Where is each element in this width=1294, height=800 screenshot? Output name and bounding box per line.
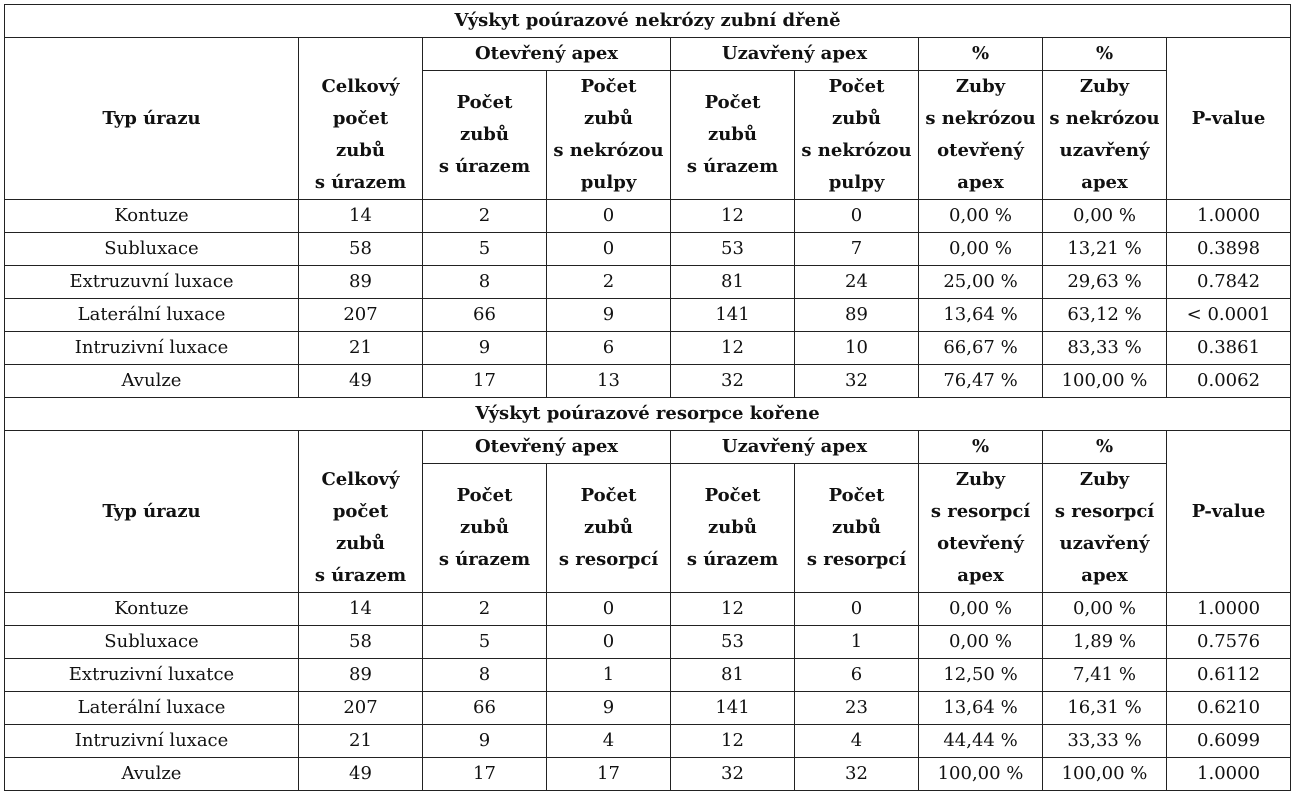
cell-value: 17: [547, 758, 671, 791]
cell-value: 58: [299, 233, 423, 266]
cell-value: 0.7842: [1167, 266, 1291, 299]
header-row-groups: [5, 38, 1291, 71]
cell-value: 0: [547, 200, 671, 233]
cell-value: 2: [547, 266, 671, 299]
header-line: zubů: [584, 108, 633, 129]
header-stack: [673, 480, 792, 576]
header-stack: [549, 480, 668, 576]
table-title-row: [5, 398, 1291, 431]
cell-value: < 0.0001: [1167, 299, 1291, 332]
cell-value: 1: [795, 626, 919, 659]
cell-value: 53: [671, 233, 795, 266]
table-body: [5, 5, 1291, 791]
header-line: zubů: [832, 517, 881, 538]
header-pvalue: P-value: [1167, 431, 1291, 593]
header-open-event: [547, 71, 671, 200]
cell-value: 0,00 %: [919, 200, 1043, 233]
cell-value: 0,00 %: [919, 233, 1043, 266]
header-pct-closed: %: [1043, 431, 1167, 464]
cell-value: 0: [795, 593, 919, 626]
cell-value: 9: [547, 692, 671, 725]
cell-value: 33,33 %: [1043, 725, 1167, 758]
header-line: Počet: [828, 485, 885, 506]
cell-value: 0.0062: [1167, 365, 1291, 398]
header-line: zubů: [336, 532, 385, 554]
header-line: pulpy: [828, 172, 885, 193]
header-line: s úrazem: [438, 549, 531, 570]
header-pct-open: [919, 464, 1043, 593]
header-line: Zuby: [955, 76, 1006, 97]
header-stack: [301, 464, 420, 592]
row-label: Intruzivní luxace: [5, 725, 299, 758]
cell-value: 89: [299, 659, 423, 692]
header-line: zubů: [584, 517, 633, 538]
cell-value: 1,89 %: [1043, 626, 1167, 659]
header-line: Celkový: [321, 75, 400, 97]
header-stack: [549, 71, 668, 199]
header-line: s úrazem: [686, 156, 779, 177]
row-label: Kontuze: [5, 593, 299, 626]
cell-value: 17: [423, 758, 547, 791]
cell-value: 12: [671, 593, 795, 626]
cell-value: 4: [795, 725, 919, 758]
cell-value: 81: [671, 266, 795, 299]
cell-value: 7: [795, 233, 919, 266]
header-stack: [1045, 71, 1164, 199]
header-line: Počet: [828, 76, 885, 97]
header-pct-open: %: [919, 431, 1043, 464]
header-pct-open: [919, 71, 1043, 200]
cell-value: 1.0000: [1167, 593, 1291, 626]
cell-value: 32: [671, 758, 795, 791]
cell-value: 16,31 %: [1043, 692, 1167, 725]
row-label: Extruzuvní luxace: [5, 266, 299, 299]
header-pct-closed: [1043, 464, 1167, 593]
header-line: Celkový: [321, 468, 400, 490]
cell-value: 7,41 %: [1043, 659, 1167, 692]
cell-value: 29,63 %: [1043, 266, 1167, 299]
cell-value: 5: [423, 233, 547, 266]
table-row: [5, 626, 1291, 659]
header-line: otevřený: [937, 533, 1024, 554]
cell-value: 0,00 %: [919, 593, 1043, 626]
cell-value: 12,50 %: [919, 659, 1043, 692]
cell-value: 89: [795, 299, 919, 332]
header-line: s nekrózou: [925, 108, 1036, 129]
cell-value: 49: [299, 365, 423, 398]
header-stack: [797, 480, 916, 576]
cell-value: 63,12 %: [1043, 299, 1167, 332]
header-closed-event: [795, 71, 919, 200]
cell-value: 207: [299, 692, 423, 725]
cell-value: 0,00 %: [919, 626, 1043, 659]
header-line: uzavřený: [1059, 140, 1150, 161]
row-label: Laterální luxace: [5, 692, 299, 725]
header-celkovy: [299, 431, 423, 593]
header-open-group: Otevřený apex: [423, 38, 671, 71]
cell-value: 44,44 %: [919, 725, 1043, 758]
cell-value: 32: [795, 365, 919, 398]
cell-value: 14: [299, 593, 423, 626]
cell-value: 81: [671, 659, 795, 692]
cell-value: 8: [423, 266, 547, 299]
header-line: zubů: [460, 124, 509, 145]
table-row: [5, 692, 1291, 725]
header-line: s resorpcí: [558, 549, 659, 570]
header-line: počet: [332, 500, 389, 522]
header-line: apex: [957, 172, 1004, 193]
cell-value: 66: [423, 299, 547, 332]
cell-value: 207: [299, 299, 423, 332]
header-line: zubů: [832, 108, 881, 129]
header-line: Počet: [456, 92, 513, 113]
header-closed-total: [671, 464, 795, 593]
row-label: Avulze: [5, 365, 299, 398]
header-line: Počet: [580, 76, 637, 97]
table-title-row: [5, 5, 1291, 38]
header-line: s nekrózou: [553, 140, 664, 161]
cell-value: 13,64 %: [919, 692, 1043, 725]
row-label: Avulze: [5, 758, 299, 791]
cell-value: 6: [547, 332, 671, 365]
header-line: Počet: [704, 485, 761, 506]
header-pvalue: P-value: [1167, 38, 1291, 200]
header-line: zubů: [460, 517, 509, 538]
header-line: s resorpcí: [1054, 501, 1155, 522]
cell-value: 0: [547, 593, 671, 626]
cell-value: 66,67 %: [919, 332, 1043, 365]
cell-value: 6: [795, 659, 919, 692]
table-title: Výskyt poúrazové nekrózy zubní dřeně: [5, 5, 1291, 38]
cell-value: 1.0000: [1167, 758, 1291, 791]
cell-value: 2: [423, 593, 547, 626]
header-stack: [301, 71, 420, 199]
header-open-group: Otevřený apex: [423, 431, 671, 464]
header-line: Počet: [580, 485, 637, 506]
header-line: s úrazem: [314, 564, 407, 586]
cell-value: 4: [547, 725, 671, 758]
cell-value: 17: [423, 365, 547, 398]
table-row: [5, 659, 1291, 692]
cell-value: 9: [423, 332, 547, 365]
header-line: Zuby: [1079, 469, 1130, 490]
row-label: Extruzivní luxatce: [5, 659, 299, 692]
cell-value: 0.6210: [1167, 692, 1291, 725]
header-open-event: [547, 464, 671, 593]
cell-value: 9: [547, 299, 671, 332]
header-line: s nekrózou: [801, 140, 912, 161]
cell-value: 66: [423, 692, 547, 725]
table-row: [5, 593, 1291, 626]
header-line: Počet: [704, 92, 761, 113]
cell-value: 1: [547, 659, 671, 692]
header-typ: Typ úrazu: [5, 38, 299, 200]
cell-value: 21: [299, 332, 423, 365]
header-stack: [921, 71, 1040, 199]
cell-value: 53: [671, 626, 795, 659]
cell-value: 83,33 %: [1043, 332, 1167, 365]
cell-value: 5: [423, 626, 547, 659]
cell-value: 14: [299, 200, 423, 233]
cell-value: 12: [671, 200, 795, 233]
header-row-groups: [5, 431, 1291, 464]
header-line: zubů: [336, 139, 385, 161]
cell-value: 100,00 %: [919, 758, 1043, 791]
header-line: zubů: [708, 124, 757, 145]
table-title: Výskyt poúrazové resorpce kořene: [5, 398, 1291, 431]
header-stack: [1045, 464, 1164, 592]
header-pct-open: %: [919, 38, 1043, 71]
table-row: [5, 365, 1291, 398]
cell-value: 100,00 %: [1043, 758, 1167, 791]
header-closed-event: [795, 464, 919, 593]
cell-value: 13,21 %: [1043, 233, 1167, 266]
data-table: [4, 4, 1291, 791]
cell-value: 12: [671, 725, 795, 758]
header-stack: [797, 71, 916, 199]
cell-value: 0.3861: [1167, 332, 1291, 365]
header-line: s nekrózou: [1049, 108, 1160, 129]
cell-value: 8: [423, 659, 547, 692]
cell-value: 0.6112: [1167, 659, 1291, 692]
header-line: Zuby: [1079, 76, 1130, 97]
table-row: [5, 758, 1291, 791]
row-label: Intruzivní luxace: [5, 332, 299, 365]
header-closed-group: Uzavřený apex: [671, 431, 919, 464]
header-stack: [921, 464, 1040, 592]
header-pct-closed: [1043, 71, 1167, 200]
header-stack: [425, 480, 544, 576]
cell-value: 0,00 %: [1043, 200, 1167, 233]
header-line: s úrazem: [438, 156, 531, 177]
row-label: Subluxace: [5, 626, 299, 659]
header-line: pulpy: [580, 172, 637, 193]
header-line: s úrazem: [686, 549, 779, 570]
header-line: zubů: [708, 517, 757, 538]
row-label: Laterální luxace: [5, 299, 299, 332]
table-row: [5, 233, 1291, 266]
table-row: [5, 725, 1291, 758]
table-row: [5, 299, 1291, 332]
cell-value: 89: [299, 266, 423, 299]
header-line: uzavřený: [1059, 533, 1150, 554]
cell-value: 25,00 %: [919, 266, 1043, 299]
cell-value: 24: [795, 266, 919, 299]
cell-value: 2: [423, 200, 547, 233]
cell-value: 100,00 %: [1043, 365, 1167, 398]
header-line: Zuby: [955, 469, 1006, 490]
cell-value: 32: [795, 758, 919, 791]
header-line: počet: [332, 107, 389, 129]
cell-value: 76,47 %: [919, 365, 1043, 398]
header-stack: [425, 87, 544, 183]
row-label: Subluxace: [5, 233, 299, 266]
cell-value: 141: [671, 299, 795, 332]
cell-value: 141: [671, 692, 795, 725]
header-open-total: [423, 464, 547, 593]
table-row: [5, 332, 1291, 365]
header-closed-group: Uzavřený apex: [671, 38, 919, 71]
cell-value: 0.3898: [1167, 233, 1291, 266]
header-celkovy: [299, 38, 423, 200]
cell-value: 12: [671, 332, 795, 365]
cell-value: 9: [423, 725, 547, 758]
cell-value: 0: [547, 233, 671, 266]
table-row: [5, 200, 1291, 233]
cell-value: 58: [299, 626, 423, 659]
header-line: otevřený: [937, 140, 1024, 161]
cell-value: 13,64 %: [919, 299, 1043, 332]
cell-value: 0.6099: [1167, 725, 1291, 758]
header-pct-closed: %: [1043, 38, 1167, 71]
header-line: apex: [957, 565, 1004, 586]
cell-value: 23: [795, 692, 919, 725]
header-closed-total: [671, 71, 795, 200]
header-stack: [673, 87, 792, 183]
table-row: [5, 266, 1291, 299]
cell-value: 32: [671, 365, 795, 398]
cell-value: 0.7576: [1167, 626, 1291, 659]
cell-value: 21: [299, 725, 423, 758]
cell-value: 10: [795, 332, 919, 365]
cell-value: 0: [547, 626, 671, 659]
header-line: s resorpcí: [806, 549, 907, 570]
document: [4, 4, 1290, 791]
row-label: Kontuze: [5, 200, 299, 233]
header-typ: Typ úrazu: [5, 431, 299, 593]
cell-value: 0: [795, 200, 919, 233]
cell-value: 1.0000: [1167, 200, 1291, 233]
header-open-total: [423, 71, 547, 200]
cell-value: 0,00 %: [1043, 593, 1167, 626]
header-line: apex: [1081, 172, 1128, 193]
header-line: s úrazem: [314, 171, 407, 193]
header-line: apex: [1081, 565, 1128, 586]
header-line: Počet: [456, 485, 513, 506]
cell-value: 49: [299, 758, 423, 791]
header-line: s resorpcí: [930, 501, 1031, 522]
cell-value: 13: [547, 365, 671, 398]
